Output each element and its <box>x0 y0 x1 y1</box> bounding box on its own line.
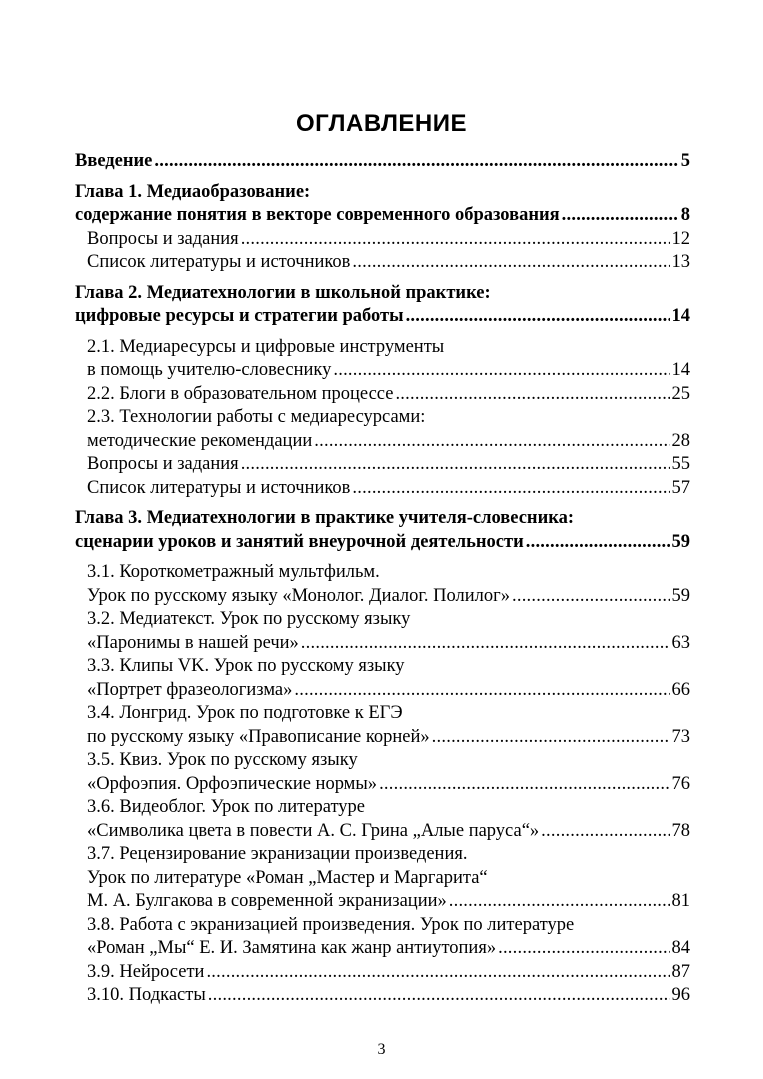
toc-entry-label: «Роман „Мы“ Е. И. Замятина как жанр антиутопия» <box>87 938 497 958</box>
toc-entry-3-10[interactable] <box>75 984 690 1008</box>
dot-leader <box>541 820 669 844</box>
dot-leader <box>512 585 670 609</box>
toc-entry-label: по русскому языку «Правописание корней» <box>87 726 430 747</box>
toc-entry-label: «Портрет фразеологизма» <box>87 679 293 700</box>
dot-leader <box>526 531 670 555</box>
toc-page-number: 73 <box>671 726 690 747</box>
toc-page-number: 8 <box>680 205 690 225</box>
toc-entry-label: 3.2. Медиатекст. Урок по русскому языку <box>87 609 411 629</box>
toc-entry-3-7[interactable] <box>75 843 690 914</box>
toc-entry-ch2-questions[interactable] <box>75 453 690 477</box>
toc-entry-ch1-questions[interactable] <box>75 228 690 252</box>
toc-entry-label: 2.3. Технологии работы с медиаресурсами: <box>87 407 426 427</box>
toc-entry-label: 2.2. Блоги в образовательном процессе <box>87 383 394 404</box>
toc-page-number: 76 <box>671 773 690 794</box>
toc-entry-label: «Орфоэпия. Орфоэпические нормы» <box>87 773 378 794</box>
dot-leader <box>241 228 670 252</box>
toc-entry-label: Урок по литературе «Роман „Мастер и Маргарита“ <box>87 867 488 888</box>
page-title: ОГЛАВЛЕНИЕ <box>295 110 468 137</box>
toc-page-number: 25 <box>671 383 690 404</box>
toc-page-number: 78 <box>671 820 690 841</box>
toc-entry-label: 3.3. Клипы VK. Урок по русскому языку <box>87 656 405 676</box>
toc-entry-label: в помощь учителю-словеснику <box>87 360 332 380</box>
dot-leader <box>406 305 670 329</box>
dot-leader <box>294 679 669 703</box>
toc-entry-2-1[interactable] <box>75 336 690 383</box>
dot-leader <box>379 773 669 797</box>
toc-entry-label: Введение <box>75 151 153 171</box>
toc-entry-label: Список литературы и источников <box>87 477 351 498</box>
toc-entry-label: 3.1. Короткометражный мультфильм. <box>87 562 380 582</box>
toc-page-number: 5 <box>680 151 690 171</box>
toc-entry-3-6[interactable] <box>75 796 690 843</box>
toc-entry-label: «Паронимы в нашей речи» <box>87 632 299 653</box>
toc-entry-label: «Символика цвета в повести А. С. Грина „Алые паруса“» <box>87 820 540 841</box>
toc-entry-label: содержание понятия в векторе современного образования <box>75 205 560 225</box>
toc-page-number: 84 <box>671 938 690 958</box>
toc-entry-label: Глава 2. Медиатехнологии в школьной практике: <box>75 282 491 303</box>
toc-entry-label: 3.9. Нейросети <box>87 961 205 982</box>
toc-entry-3-9[interactable] <box>75 961 690 985</box>
toc-entry-label: 3.6. Видеоблог. Урок по литературе <box>87 797 365 817</box>
toc-page-number: 59 <box>671 531 690 552</box>
toc-entry-label: Вопросы и задания <box>87 454 239 474</box>
toc-entry-label: методические рекомендации <box>87 430 313 451</box>
toc-page-number: 14 <box>671 360 690 380</box>
toc-entry-label: Глава 3. Медиатехнологии в практике учителя-словесника: <box>75 508 575 528</box>
toc-entry-label: Урок по русскому языку «Монолог. Диалог. Полилог» <box>87 585 510 606</box>
page-number: 3 <box>377 1041 386 1058</box>
toc-entry-3-2[interactable] <box>75 608 690 655</box>
dot-leader <box>352 251 669 275</box>
toc-page-number: 66 <box>671 679 690 700</box>
toc-entry-label: 2.1. Медиаресурсы и цифровые инструменты <box>87 336 445 357</box>
toc-entry-3-5[interactable] <box>75 749 690 796</box>
toc-entry-introduction[interactable] <box>75 150 690 174</box>
toc-page-number: 96 <box>671 985 690 1005</box>
dot-leader <box>241 453 670 477</box>
toc-entry-3-3[interactable] <box>75 655 690 702</box>
toc-entry-label: 3.8. Работа с экранизацией произведения. Урок по литературе <box>87 914 575 935</box>
dot-leader <box>395 383 669 407</box>
toc-page-number: 28 <box>671 430 690 451</box>
toc-page-number: 87 <box>671 961 690 982</box>
toc-entry-label: 3.4. Лонгрид. Урок по подготовке к ЕГЭ <box>87 703 403 723</box>
toc-entry-3-4[interactable] <box>75 702 690 749</box>
toc-page-number: 63 <box>671 632 690 653</box>
dot-leader <box>333 359 669 383</box>
table-of-contents <box>75 150 690 1008</box>
dot-leader <box>352 477 669 501</box>
toc-entry-label: Список литературы и источников <box>87 252 351 272</box>
toc-entry-ch2-references[interactable] <box>75 477 690 501</box>
toc-entry-label: цифровые ресурсы и стратегии работы <box>75 306 404 326</box>
toc-entry-label: Вопросы и задания <box>87 228 239 249</box>
toc-page-number: 57 <box>671 477 690 498</box>
toc-entry-2-3[interactable] <box>75 406 690 453</box>
toc-entry-label: М. А. Булгакова в современной экранизации» <box>87 891 447 911</box>
toc-entry-label: 3.7. Рецензирование экранизации произведения. <box>87 844 468 864</box>
toc-entry-label: Глава 1. Медиаобразование: <box>75 181 311 202</box>
toc-entry-label: сценарии уроков и занятий внеурочной деятельности <box>75 531 524 552</box>
toc-page-number: 81 <box>671 891 690 911</box>
dot-leader <box>449 890 670 914</box>
dot-leader <box>314 430 669 454</box>
dot-leader <box>301 632 670 656</box>
dot-leader <box>498 937 669 961</box>
toc-entry-ch1-references[interactable] <box>75 251 690 275</box>
dot-leader <box>208 984 670 1008</box>
toc-entry-label: 3.10. Подкасты <box>87 985 206 1005</box>
toc-page-number: 13 <box>671 252 690 272</box>
dot-leader <box>432 726 670 750</box>
toc-entry-label: 3.5. Квиз. Урок по русскому языку <box>87 750 358 770</box>
dot-leader <box>154 150 678 174</box>
toc-entry-chapter-1[interactable] <box>75 181 690 228</box>
toc-entry-3-8[interactable] <box>75 914 690 961</box>
toc-page-number: 59 <box>671 585 690 606</box>
toc-page-number: 12 <box>671 228 690 249</box>
dot-leader <box>562 204 679 228</box>
toc-entry-2-2[interactable] <box>75 383 690 407</box>
toc-entry-chapter-3[interactable] <box>75 507 690 554</box>
toc-page-number: 55 <box>671 454 690 474</box>
toc-page-number: 14 <box>671 306 690 326</box>
dot-leader <box>206 961 669 985</box>
toc-entry-3-1[interactable] <box>75 561 690 608</box>
toc-entry-chapter-2[interactable] <box>75 282 690 329</box>
